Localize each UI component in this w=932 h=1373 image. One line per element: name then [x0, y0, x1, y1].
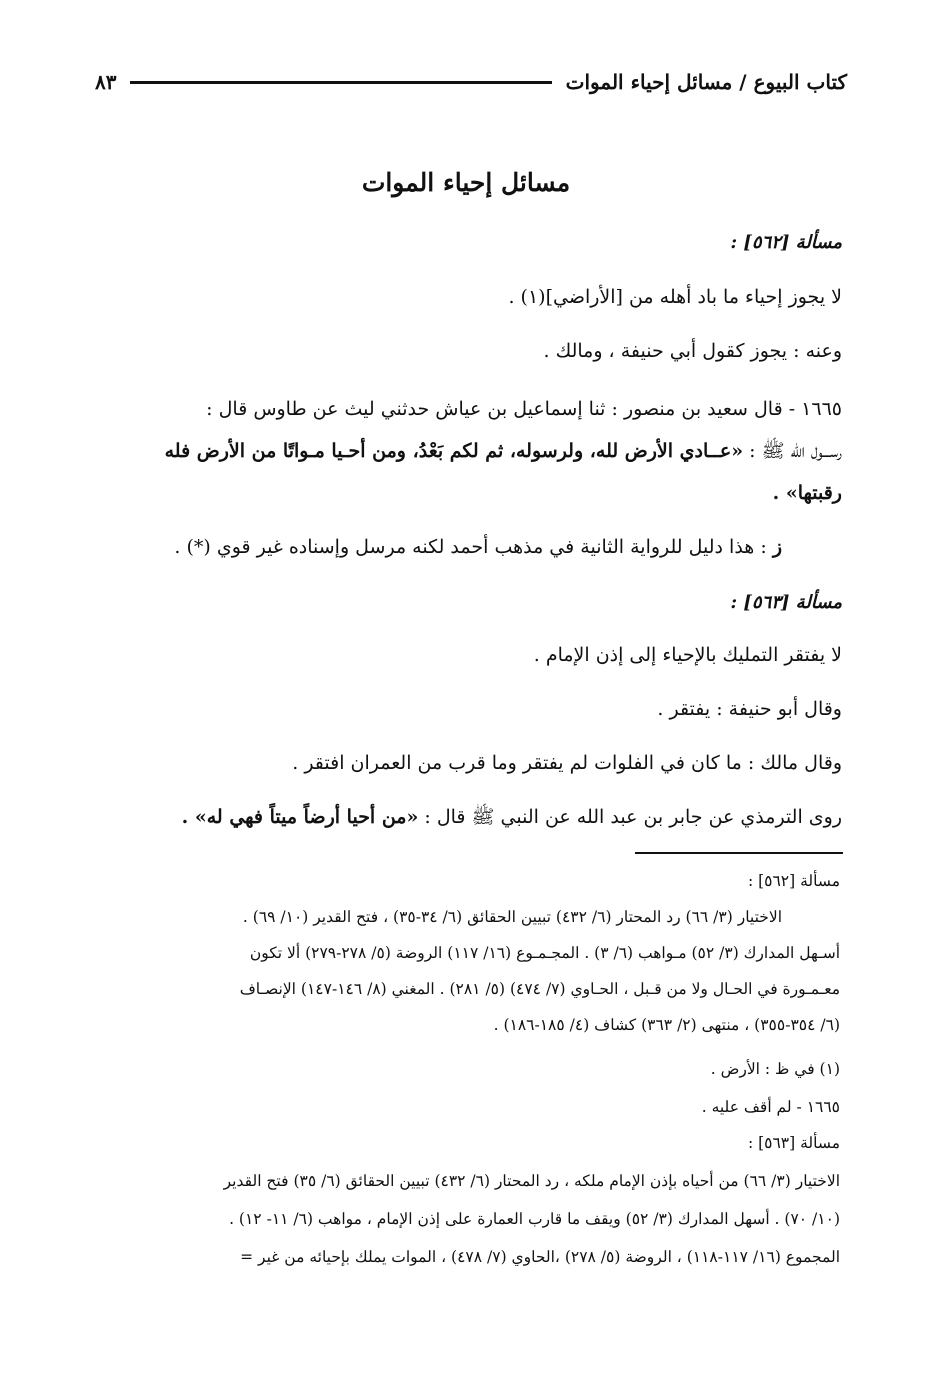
page-header [95, 64, 847, 100]
footnote-masala-562: مسألة [٥٦٢] : [747, 872, 840, 890]
author-comment: : هذا دليل للرواية الثانية في مذهب أحمد لكنه مرسل وإسناده غير قوي (*) . [174, 536, 773, 558]
footnote-line-10: (١٠/ ٧٠) . أسهل المدارك (٣/ ٥٢) ويقف ما قارب العمارة على إذن الإمام ، مواهب (٦/ ١١- ١٢) . [229, 1210, 840, 1228]
footnote-line-2: الاختيار (٣/ ٦٦) رد المحتار (٦/ ٤٣٢) تبيين الحقائق (٦/ ٣٤-٣٥) ، فتح القدير (١٠/ ٦٩) . [242, 908, 782, 926]
author-marker: ز [772, 536, 782, 558]
body-line-10 [90, 800, 842, 834]
hadith-quote: «عــادي الأرض لله، ولرسوله، ثم لكم بَعْدُ، ومن أحـيا مـواتًا من الأرض فله [164, 440, 744, 462]
footnote-masala-563: مسألة [٥٦٣] : [747, 1134, 840, 1152]
masala-563-heading: مسألة [٥٦٣] : [730, 592, 842, 613]
footnote-separator [635, 852, 843, 854]
hadith-quote-end: رقبتها» . [772, 482, 842, 504]
body-line-7: لا يفتقر التمليك بالإحياء إلى إذن الإمام . [533, 644, 842, 666]
footnote-line-3: أسـهل المدارك (٣/ ٥٢) مـواهب (٦/ ٣) . المجـمـوع (١٦/ ١١٧) الروضة (٥/ ٢٧٨-٢٧٩) ألا تكون [249, 944, 840, 962]
footnote-line-5: (٦/ ٣٥٤-٣٥٥) ، منتهى (٢/ ٣٦٣) كشاف (٤/ ١٨٥-١٨٦) . [493, 1016, 840, 1034]
running-title: كتاب البيوع / مسائل إحياء الموات [565, 70, 847, 94]
hadith-text-line [90, 434, 842, 468]
footnote-line-11: المجموع (١٦/ ١١٧-١١٨) ، الروضة (٥/ ٢٧٨) ،الحاوي (٧/ ٤٧٨) ، الموات يملك بإحيائه من غير = [240, 1248, 840, 1266]
footnote-line-9: الاختيار (٣/ ٦٦) من أحياه بإذن الإمام ملكه ، رد المحتار (٦/ ٤٣٢) تبيين الحقائق (٦/ ٣٥) فتح القدير [223, 1172, 840, 1190]
page-number: ٨٣ [95, 70, 117, 94]
tirmidhi-quote: «من أحيا أرضاً ميتاً فهي له» . [181, 806, 419, 828]
tirmidhi-narration: روى الترمذي عن جابر بن عبد الله عن النبي ﷺ قال : [418, 806, 842, 828]
footnote-1: (١) في ظ : الأرض . [710, 1060, 840, 1078]
body-line-2: وعنه : يجوز كقول أبي حنيفة ، ومالك . [543, 340, 842, 362]
chapter-title: مسائل إحياء الموات [361, 168, 571, 197]
hadith-prefix: رســـول الله ﷺ : [743, 440, 842, 462]
body-line-1: لا يجوز إحياء ما باد أهله من [الأراضي](١) . [508, 286, 842, 308]
header-rule [130, 81, 551, 84]
author-comment-line [30, 530, 782, 564]
hadith-isnad-line: ١٦٦٥ - قال سعيد بن منصور : ثنا إسماعيل بن عياش حدثني ليث عن طاوس قال : [206, 398, 842, 420]
footnote-line-4: معـمـورة في الحـال ولا من قـبل ، الحـاوي (٧/ ٤٧٤) (٥/ ٢٨١) . المغني (٨/ ١٤٦-١٤٧) الإنصـاف [239, 980, 840, 998]
body-line-8: وقال أبو حنيفة : يفتقر . [657, 698, 842, 720]
masala-562-heading: مسألة [٥٦٢] : [730, 232, 842, 253]
footnote-1665: ١٦٦٥ - لم أقف عليه . [701, 1098, 840, 1116]
body-line-9: وقال مالك : ما كان في الفلوات لم يفتقر وما قرب من العمران افتقر . [292, 752, 842, 774]
